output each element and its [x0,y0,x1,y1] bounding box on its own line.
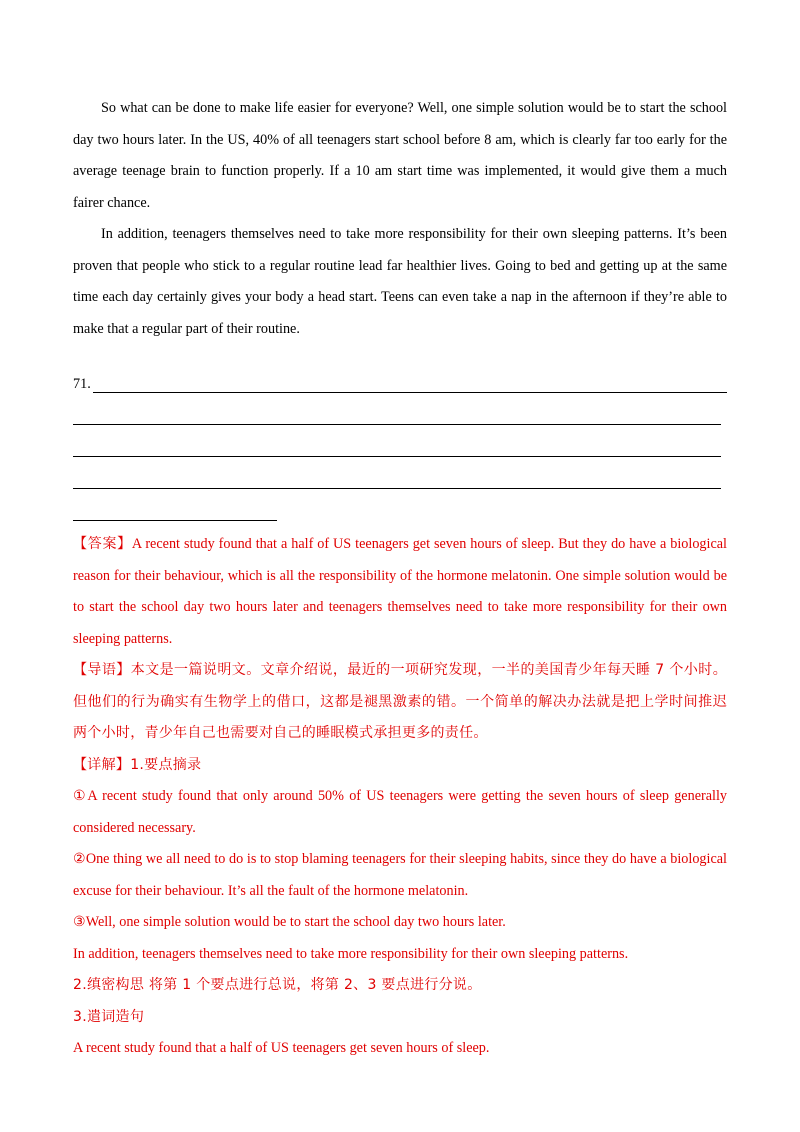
detail-point-1: ①A recent study found that only around 50% of US teenagers were getting the seven hours of sleep generally considered necessary. [73,788,727,836]
detail-sentence: A recent study found that a half of US teenagers get seven hours of sleep. [73,1040,490,1056]
detail-point-2: ②One thing we all need to do is to stop blaming teenagers for their sleeping habits, since they do have a biological excuse for their behaviour. It’s all the fault of the hormone melatonin. [73,851,727,899]
answer-line-4[interactable] [73,459,727,491]
guide-block [73,655,727,750]
answer-line-5[interactable] [73,491,727,523]
answer-line-2[interactable] [73,395,727,427]
detail-heading-2: 2.缜密构思 将第 1 个要点进行总说，将第 2、3 要点进行分说。 [73,977,482,993]
detail-label: 【详解】 [73,756,131,773]
document-page [73,93,727,1065]
answer-underline [93,392,727,393]
guide-label: 【导语】 [73,662,131,678]
guide-text: 本文是一篇说明文。文章介绍说，最近的一项研究发现，一半的美国青少年每天睡 7 个小时。但他们的行为确实有生物学上的借口，这都是褪黑激素的错。一个简单的解决办法就是把上学时间推迟两个小时，青少年自己也需要对自己的睡眠模式承担更多的责任。 [73,662,727,741]
detail-point-3a: ③Well, one simple solution would be to start the school day two hours later. [73,914,506,930]
answer-block [73,529,727,655]
detail-heading-block [73,750,727,782]
answer-line-1[interactable] [73,363,727,395]
question-number: 71. [73,376,91,392]
detail-heading-3: 3.遣词造句 [73,1008,145,1025]
answer-underline [73,488,721,489]
answer-underline [73,520,277,521]
answer-text: A recent study found that a half of US teenagers get seven hours of sleep. But they do have a biological reason for their behaviour, which is all the responsibility of the hormone melatonin. One simple solution would be to start the school day two hours later and teenagers themselves need to take more responsibility for their own sleeping patterns. [73,536,727,647]
answer-underline [73,456,721,457]
answer-area [73,363,727,523]
passage-paragraph-1: So what can be done to make life easier for everyone? Well, one simple solution would be to start the school day two hours later. In the US, 40% of all teenagers start school before 8 am, which is clearly far too early for the average teenage brain to function properly. If a 10 am start time was implemented, it would give them a much fairer chance. [73,100,727,211]
answer-line-3[interactable] [73,427,727,459]
answer-label: 【答案】 [73,536,132,552]
answer-underline [73,424,721,425]
passage-paragraph-2: In addition, teenagers themselves need to take more responsibility for their own sleeping patterns. It’s been proven that people who stick to a regular routine lead far healthier lives. Going to bed and getting up at the same time each day certainly gives your body a head start. Teens can even take a nap in the afternoon if they’re able to make that a regular part of their routine. [73,226,727,337]
detail-heading-1: 1.要点摘录 [130,756,202,773]
detail-point-3b: In addition, teenagers themselves need to take more responsibility for their own sleeping patterns. [73,945,629,962]
solution-section [73,529,727,1065]
